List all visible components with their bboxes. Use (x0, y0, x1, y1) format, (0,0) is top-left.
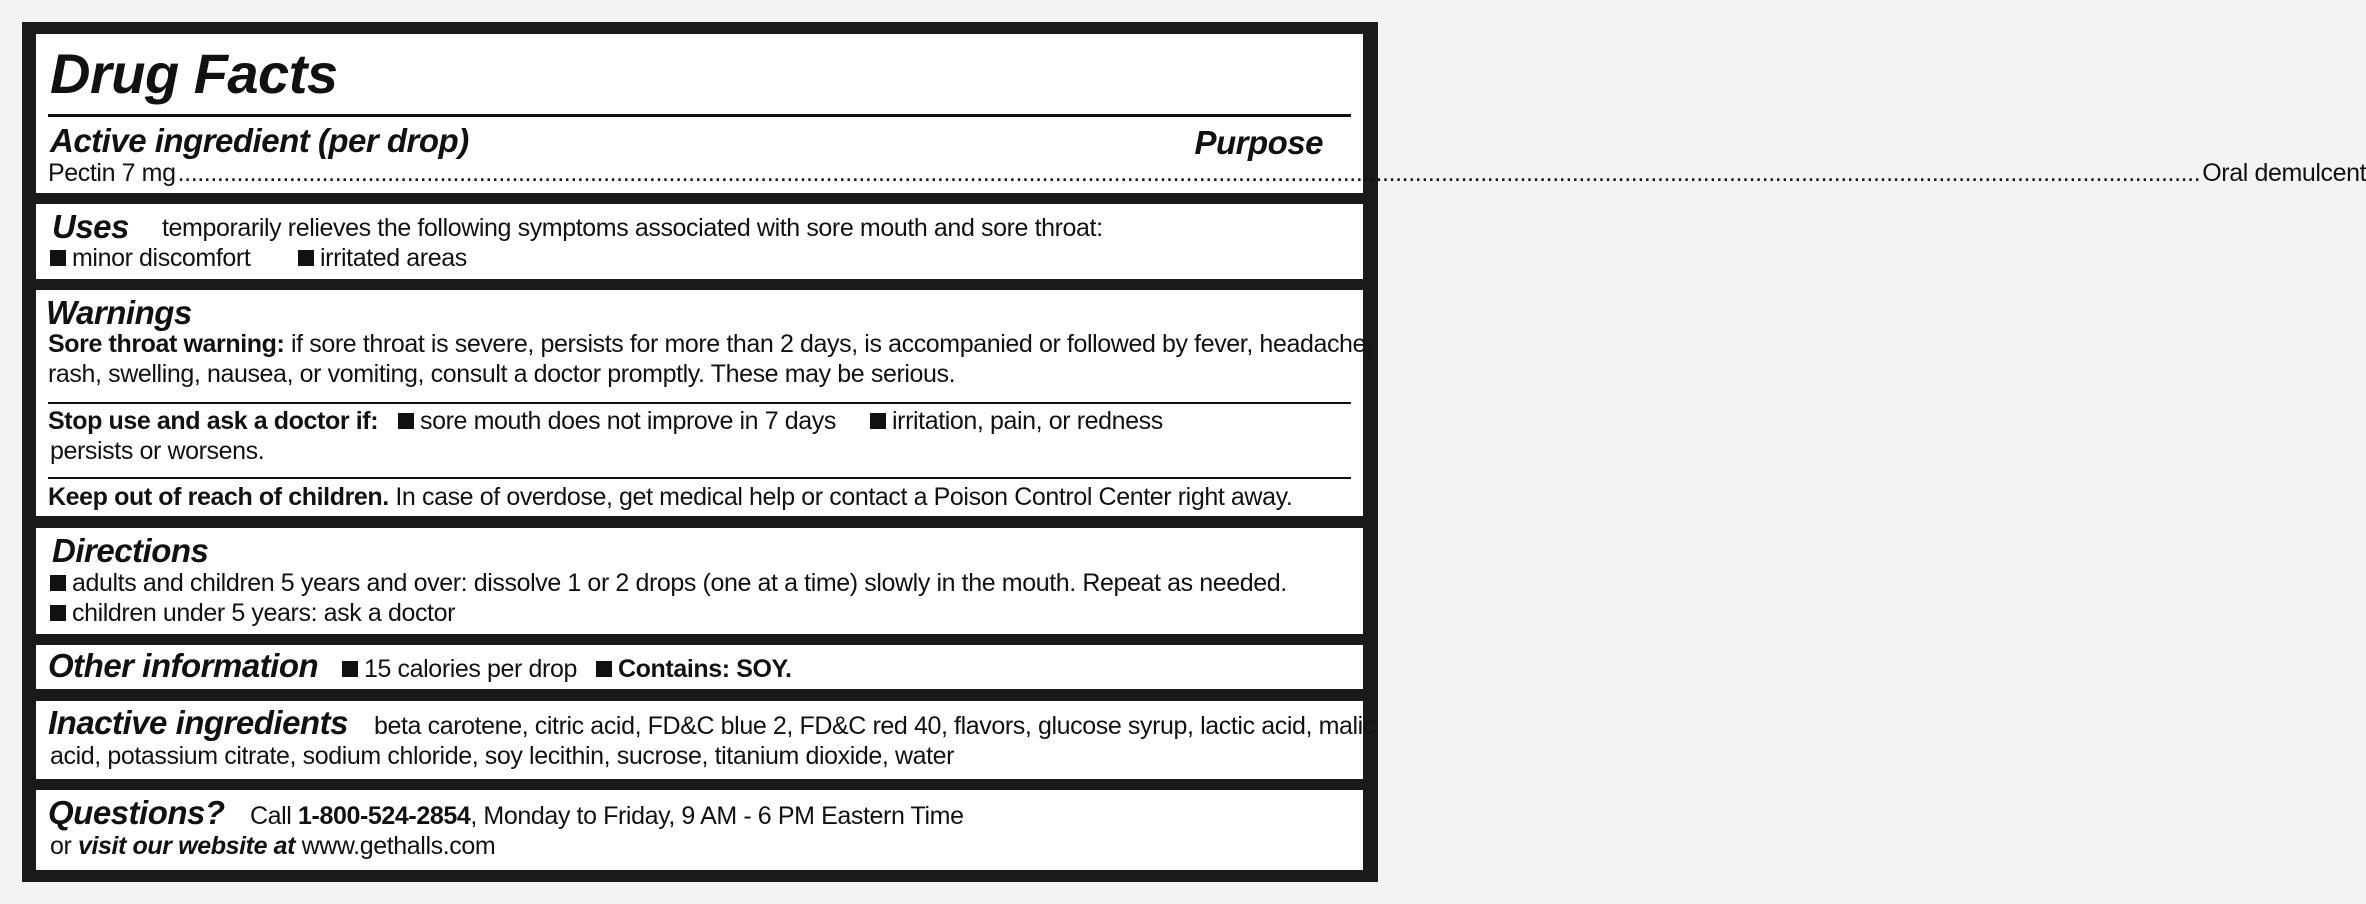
directions-heading: Directions (52, 532, 209, 569)
drug-facts-title: Drug Facts (50, 42, 338, 105)
uses-heading: Uses (52, 208, 129, 245)
warnings-heading: Warnings (46, 294, 192, 331)
other-info-item: Contains: SOY. (596, 654, 792, 684)
stop-use-cont: persists or worsens. (50, 437, 265, 465)
other-information-heading: Other information (48, 647, 319, 684)
bullet-icon (50, 605, 66, 621)
bullet-icon (870, 413, 886, 429)
ingredient-purpose: Oral demulcent (2202, 159, 2366, 187)
uses-panel (36, 204, 1363, 279)
inactive-ingredients-text-cont: acid, potassium citrate, sodium chloride, soy lecithin, sucrose, titanium dioxide, water (50, 742, 955, 770)
questions-phone-line: Call 1-800-524-2854, Monday to Friday, 9 AM - 6 PM Eastern Time (250, 802, 964, 830)
other-info-item: 15 calories per drop (342, 654, 577, 684)
drug-facts-label (22, 22, 2366, 882)
ingredient-name: Pectin 7 mg (48, 159, 176, 187)
warnings-panel (36, 290, 1373, 516)
bullet-icon (50, 250, 66, 266)
stop-use-item: irritation, pain, or redness (870, 406, 1163, 436)
purpose-heading: Purpose (1194, 124, 1323, 161)
bullet-icon (596, 661, 612, 677)
title-divider (48, 114, 1351, 117)
stop-use-label: Stop use and ask a doctor if: (48, 407, 379, 435)
stop-use-item: sore mouth does not improve in 7 days (398, 406, 836, 436)
active-ingredient-panel (36, 34, 2366, 193)
active-ingredient-heading: Active ingredient (per drop) (50, 122, 469, 159)
questions-panel (36, 790, 1363, 870)
bullet-icon (50, 575, 66, 591)
warnings-divider (48, 477, 1351, 479)
keep-out-of-reach: Keep out of reach of children. In case of overdose, get medical help or contact a Poison Control Center right away. (48, 483, 1293, 511)
bullet-icon (342, 661, 358, 677)
questions-heading: Questions? (48, 794, 225, 831)
bullet-icon (398, 413, 414, 429)
inactive-ingredients-heading: Inactive ingredients (48, 704, 348, 741)
directions-item: children under 5 years: ask a doctor (50, 598, 455, 628)
uses-text: temporarily relieves the following symptoms associated with sore mouth and sore throat: (162, 214, 1103, 242)
uses-item: irritated areas (298, 243, 467, 273)
ingredient-row (48, 158, 2366, 188)
directions-item: adults and children 5 years and over: dissolve 1 or 2 drops (one at a time) slowly in the mouth. Repeat as needed. (50, 568, 1287, 598)
other-information-panel (36, 645, 1363, 689)
sore-throat-warning-cont: rash, swelling, nausea, or vomiting, consult a doctor promptly. These may be serious. (48, 360, 956, 388)
directions-panel (36, 528, 1363, 634)
warnings-divider (48, 402, 1351, 404)
bullet-icon (298, 250, 314, 266)
inactive-ingredients-panel (36, 701, 1375, 779)
website-link[interactable]: www.gethalls.com (301, 832, 496, 860)
leader-dots: ..................................................................................................................................................................................................................................................................................................................... (177, 159, 2201, 187)
sore-throat-warning: Sore throat warning: if sore throat is severe, persists for more than 2 days, is accompanied or followed by fever, headache, (48, 330, 1373, 358)
uses-item: minor discomfort (50, 243, 250, 273)
phone-number: 1-800-524-2854 (298, 802, 471, 830)
questions-website-line: or visit our website at www.gethalls.com (50, 832, 496, 860)
inactive-ingredients-text: beta carotene, citric acid, FD&C blue 2, FD&C red 40, flavors, glucose syrup, lactic acid, malic (374, 712, 1375, 740)
